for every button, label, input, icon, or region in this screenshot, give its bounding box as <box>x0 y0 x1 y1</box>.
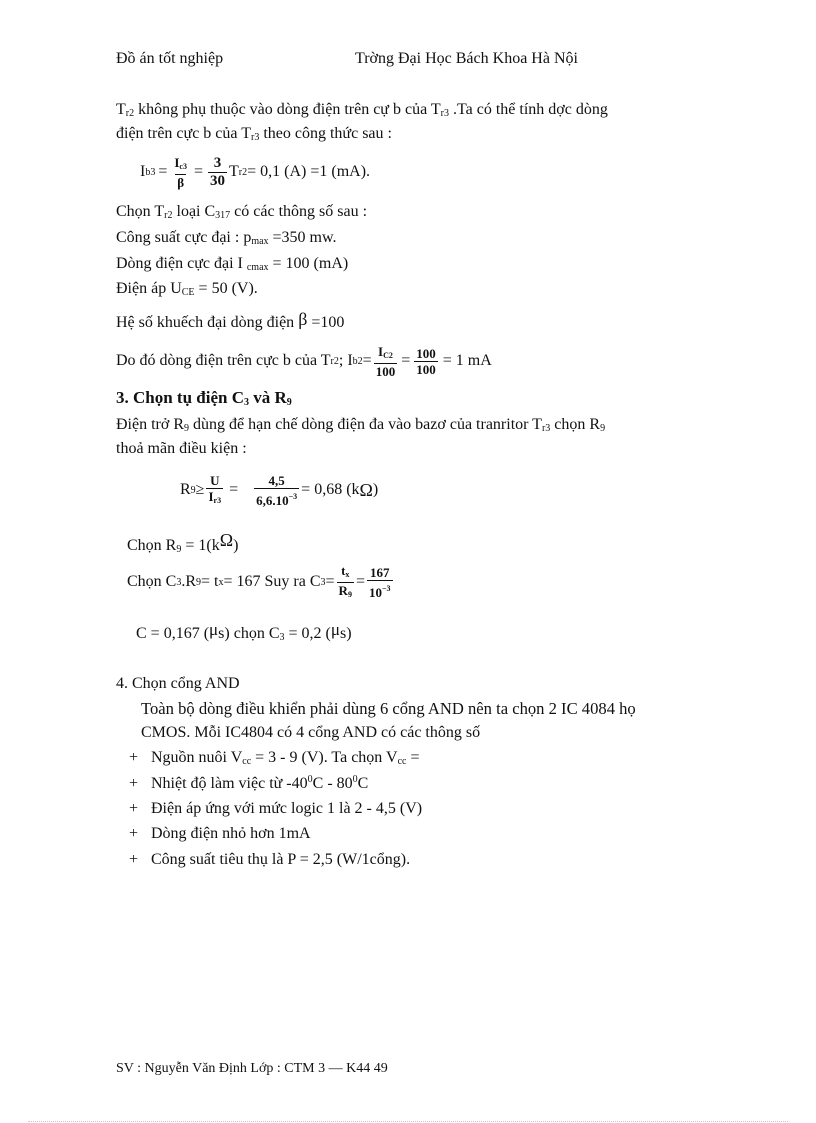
list-item-power: + Nguồn nuôi $V_{cc} = 3 - 9$ (V). Ta chọn $V_{cc}$ = <box>129 749 420 767</box>
fraction-ic2-100: $\frac{I_{C2}}{100}$ <box>375 343 396 379</box>
list-item-current: + Dòng điện nhỏ hơn 1mA <box>129 825 311 842</box>
list-item-logic-voltage: + Điện áp ứng với mức logic 1 là 2 - 4,5 (V) <box>129 800 423 817</box>
section4-para-line2: CMOS. Mỗi IC4804 có 4 cổng AND có các thông số <box>141 724 481 741</box>
fraction-167-over-1e-3: $\frac{167}{10^{-3}}$ <box>368 564 391 600</box>
equation-ib3: I b3 = $\frac{I_{c3}}{\beta}$ = $\frac{3}{30}$ T r2 = 0,1 (A) =1 (mA). <box>140 154 371 190</box>
section3-para-line2: thoả mãn điều kiện : <box>116 440 247 457</box>
para1-line1: $T_{r2}$ không phụ thuộc vào dòng điện trên cự b của $T_{r3}$ .Ta có thể tính dợc dòng <box>116 101 608 119</box>
equation-r9-condition: R 9 ≥ $\frac{U}{I_{r3}}$ = $\frac{4,5}{6,6.10^{-3}}$ = 0,68 (k Ω ) <box>180 472 379 508</box>
spec-line3: Dòng điện cực đại I $_{cmax}$ = 100 (mA) <box>116 255 349 273</box>
equation-ib2: Do đó dòng điện trên cực b của T r2 ; I b2 = $\frac{I_{C2}}{100}$ = $\frac{100}{100}$ = 1 mA <box>116 343 492 379</box>
spec-line4: Điện áp $U_{CE} = 50$ (V). <box>116 280 258 298</box>
section3-title: 3. Chọn tụ điện $C_3$ và $R_9$ <box>116 388 292 408</box>
equation-c3: Chọn C 3 .R 9 = t x = 167 Suy ra C 3 = $\frac{t_x}{R_9}$ = $\frac{167}{10^{-3}}$ <box>127 562 391 600</box>
section4-title: 4. Chọn cổng AND <box>116 675 240 692</box>
section4-para-line1: Toàn bộ dòng điều khiển phải dùng 6 cổng AND nên ta chọn 2 IC 4084 họ <box>141 699 636 718</box>
fraction-ic3-beta: $\frac{I_{c3}}{\beta}$ <box>174 154 187 190</box>
header-left: Đồ án tốt nghiệp <box>116 50 224 67</box>
fraction-100-100: $\frac{100}{100}$ <box>416 345 436 377</box>
spec-line5: Hệ số khuếch đại dòng điện β =100 <box>116 309 345 331</box>
choose-r9-line: Chọn $R_9 = 1(k\Omega)$ <box>127 530 239 555</box>
spec-line2: Công suất cực đại : $p_{max} =350$ mw. <box>116 229 337 247</box>
list-item-power-consumption: + Công suất tiêu thụ là P = 2,5 (W/1cổng). <box>129 851 411 868</box>
c-value-line: C = 0,167 (μs) chọn $C_3 = 0,2$ (μs) <box>136 620 352 643</box>
header-right: Trờng Đại Học Bách Khoa Hà Nội <box>355 50 578 67</box>
footer-divider <box>28 1121 788 1122</box>
list-item-temperature: + Nhiệt độ làm việc từ $-40^0C - 80^0C$ <box>129 774 369 792</box>
fraction-3-30: $\frac{3}{30}$ <box>210 154 226 189</box>
section3-para-line1: Điện trở $R_9$ dùng để hạn chế dòng điện đa vào bazơ của tranritor $T_{r3}$ chọn $R_9$ <box>116 416 606 434</box>
para1-line2: điện trên cực b của $T_{r3}$ theo công thức sau : <box>116 125 392 143</box>
fraction-u-ir3: $\frac{U}{I_{r3}}$ <box>206 473 223 508</box>
fraction-tx-r9: $\frac{t_x}{R_9}$ <box>337 563 354 602</box>
spec-line1: Chọn $T_{r2}$ loại $C_{317}$ có các thông số sau : <box>116 203 368 221</box>
page-footer: SV : Nguyễn Văn Định Lớp : CTM 3 — K44 49 <box>116 1061 388 1076</box>
fraction-4-5-over-6-6e-3: $\frac{4,5}{6,6.10^{-3}}$ <box>256 472 298 508</box>
